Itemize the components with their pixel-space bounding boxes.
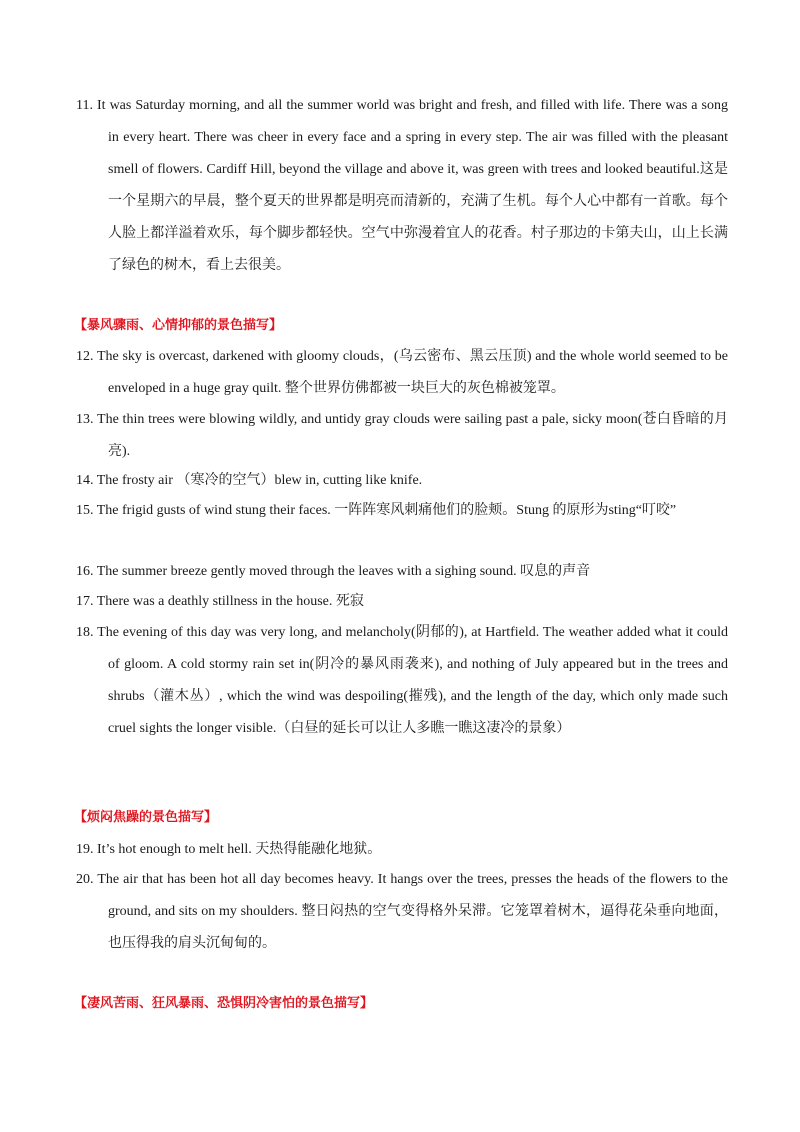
sentence-14: 14. The frosty air （寒冷的空气）blew in, cutting like knife. — [76, 473, 423, 488]
sentence-13: 13. The thin trees were blowing wildly, and untidy gray clouds were sailing past a pale, sicky moon(苍白昏暗的月亮). — [76, 412, 728, 459]
sentence-20: 20. The air that has been hot all day becomes heavy. It hangs over the trees, presses the heads of the flowers to the ground, and sits on my shoulders. 整日闷热的空气变得格外呆滞。它笼罩着树木，逼得花朵垂向地面，也压得我的肩头沉甸甸的。 — [76, 872, 728, 951]
sentence-18: 18. The evening of this day was very long, and melancholy(阴郁的), at Hartfield. The weather added what it could of gloom. A cold stormy rain set in(阴冷的暴风雨袭来), and nothing of July appeared but in the trees and shrubs（灌木丛）, which the wind was despoiling(摧残), and the length of the day, which only made such cruel sights the longer visible.（白昼的延长可以让人多瞧一瞧这凄冷的景象） — [76, 625, 728, 736]
sentence-12: 12. The sky is overcast, darkened with gloomy clouds，(乌云密布、黑云压顶) and the whole world seemed to be enveloped in a huge gray quilt. 整个世界仿佛都被一块巨大的灰色棉被笼罩。 — [76, 349, 728, 396]
sentence-15: 15. The frigid gusts of wind stung their faces. 一阵阵寒风刺痛他们的脸颊。Stung 的原形为sting“叮咬” — [76, 503, 677, 518]
sentence-17: 17. There was a deathly stillness in the house. 死寂 — [76, 594, 364, 609]
section-heading-storm: 【暴风骤雨、心情抑郁的景色描写】 — [74, 318, 283, 333]
sentence-19: 19. It’s hot enough to melt hell. 天热得能融化地狱。 — [76, 842, 382, 857]
section-heading-heat: 【烦闷焦躁的景色描写】 — [74, 810, 218, 825]
sentence-16: 16. The summer breeze gently moved through the leaves with a sighing sound. 叹息的声音 — [76, 564, 591, 579]
sentence-11: 11. It was Saturday morning, and all the summer world was bright and fresh, and filled with life. There was a song in every heart. There was cheer in every face and a spring in every step. The air was filled with the pleasant smell of flowers. Cardiff Hill, beyond the village and above it, was green with trees and looked beautiful.这是一个星期六的早晨，整个夏天的世界都是明亮而清新的，充满了生机。每个人心中都有一首歌。每个人脸上都洋溢着欢乐，每个脚步都轻快。空气中弥漫着宜人的花香。村子那边的卡第夫山，山上长满了绿色的树木，看上去很美。 — [76, 98, 728, 273]
section-heading-dread: 【凄风苦雨、狂风暴雨、恐惧阴冷害怕的景色描写】 — [74, 996, 374, 1011]
